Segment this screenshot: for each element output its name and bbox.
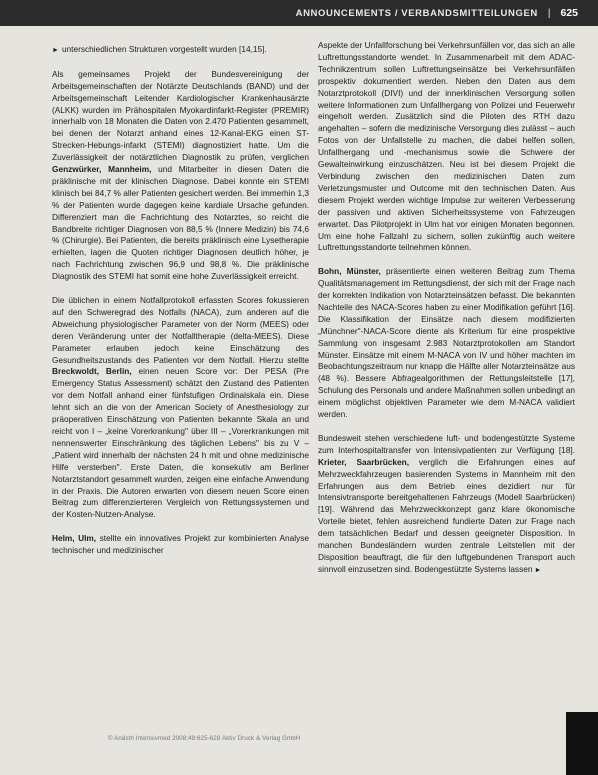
page-number: 625 <box>560 7 578 19</box>
unfallforschung-paragraph: Aspekte der Unfallforschung bei Verkehrsunfällen vor, das sich an alle Luftrettungsstandorte wendet. In Zusammenarbeit mit dem ADAC-Technikzentrum sollen Luftrettungseinsätze bei Verkehrsunfällen prospektiv dokumentiert werden. Neben den Daten aus dem Notarztprotokoll (DIVI) und der innerklinischen Versorgung sollen weitere Informationen zum Unfallhergang von Polizei und Feuerwehr eingeholt werden. Zusätzlich sind die Piloten des RTH dazu angehalten – sofern die medizinische Versorgung dies zulässt – auch Fotos von der Unfallstelle zu machen, die dabei helfen sollen, Unfallhergang und -mechanismus sowie die Schwere der Gewalteinwirkung einzuschätzen. Neu ist bei diesem Projekt die Verbindung zwischen den medizinischen Daten zum Verletzungsmuster und Outcome mit den technischen Daten. Aus diesem Projekt werden wichtige Impulse zur weiteren Verbesserung der passiven und aktiven Sicherheitssysteme von Fahrzeugen erwartet. Das Pilotprojekt in Ulm hat vor einigen Monaten begonnen. Um eine hohe Fallzahl zu sichern, sollen zukünftig auch weitere Luftrettungsstandorte teilnehmen können. <box>318 40 575 253</box>
page-footer: © Anästh Intensivmed 2008;49:625-628 Aktiv Druck & Verlag GmbH <box>108 735 301 742</box>
premir-paragraph: Als gemeinsames Projekt der Bundesvereinigung der Arbeitsgemeinschaften der Notärzte Deutschlands (BAND) und der Arbeitsgemeinschaft Leitender Kardiologischer Krankenhausärzte (ALKK) wurden im Prähospitalen Myokardinfarkt-Register (PREMIR) innerhalb von 18 Monaten die Daten von 2.470 Patienten gesammelt, bei denen der Notarzt anhand eines 12-Kanal-EKG einen ST-Strecken-Hebungs-infarkt (STEMI) diagnostiziert hatte. Um die Zuverlässigkeit der notärztlichen Diagnostik zu prüfen, verglichen Genzwürker, Mannheim, und Mitarbeiter in diesen Daten die präklinische mit der klinischen Diagnose. Dabei konnte ein STEMI klinisch bei 84,7 % aller Patienten gesichert werden. Bei immerhin 1,3 % der Patienten wurde dagegen keine kardiale Ursache gefunden. Differenziert man die Fachrichtung des Notarztes, so reicht die Bandbreite richtiger Diagnosen von 88,5 % (Innere Medizin) bis 74,6 % (Chirurgie). Bei Patienten, die bereits präklinisch eine Lysetherapie erhielten, lagen die Quoten richtiger Diagnosen deutlich höher, je nach Fachrichtung zwischen 96,9 und 98,8 %. Die präklinische Diagnostik des STEMI hat somit eine hohe Zuverlässigkeit erreicht. <box>52 68 310 282</box>
author-helm: Helm, Ulm, <box>52 533 97 544</box>
left-column <box>52 44 309 569</box>
page-edge-tab <box>566 712 598 775</box>
right-column <box>318 40 575 589</box>
header-section-title: ANNOUNCEMENTS / VERBANDSMITTEILUNGEN <box>295 7 538 19</box>
intro-paragraph: ► unterschiedlichen Strukturen vorgestellt wurden [14,15]. <box>52 44 267 54</box>
author-krieter: Krieter, Saarbrücken, <box>318 456 410 467</box>
page-header <box>0 0 598 26</box>
author-bohn: Bohn, Münster, <box>318 266 381 277</box>
author-genzwuerker: Genzwürker, Mannheim, <box>52 164 152 175</box>
author-breckwoldt: Breckwoldt, Berlin, <box>52 366 132 377</box>
header-separator: | <box>547 7 551 19</box>
interhospital-paragraph: Bundesweit stehen verschiedene luft- und bodengestützte Systeme zum Interhospitaltransfer von Intensivpatienten zur Verfügung [18]. Krieter, Saarbrücken, verglich die Erfahrungen eines auf Mehrzweckfahrzeugen basierenden Systems in Mannheim mit den Erfahrungen aus dem Betrieb eines dezidiert nur für Intensivtransporte bereitgehaltenen Fahrzeugs (Modell Saarbrücken) [19]. Während das Mehrzweckkonzept ganz klare ökonomische Vorteile bietet, fehlen ausreichend fundierte Daten zur Frage nach dem tatsächlichen Bedarf und dessen geeigneter Disposition. In manchen Bundesländern wurden zentrale Leitstellen mit der Disposition beauftragt, die für den luftgebundenen Transport auch sinnvoll einzusetzen sind. Bodengestützte Systems lassen ► <box>318 432 575 574</box>
continue-arrow-icon: ► <box>534 566 542 574</box>
bohn-paragraph: Bohn, Münster, präsentierte einen weiteren Beitrag zum Thema Qualitätsmanagement im Rettungsdienst, der sich mit der Frage nach der korrekten Indikation von Notarzteinsätzen befasst. Die bekannten Nachteile des NACA-Scores haben zu einer Modifikation geführt [16]. Die Klassifikation der Einsätze nach diesem modifizierten „Münchner"-NACA-Score diente als Kriterium für eine prospektive Sammlung von insgesamt 2.983 Notarztprotokollen am Standort Münster. Einsätze mit einem M-NACA von IV und höher machten im Beobachtungszeitraum nur knapp die Hälfte aller Notarzteinsätze aus (48 %). Bessere Abfragealgorithmen der Rettungsleitstelle [17], Schulung des Personals und andere Maßnahmen sollen unbedingt an einem möglichst objektiven Parameter wie dem M-NACA validiert werden. <box>318 266 575 420</box>
continuation-arrow-icon: ► <box>52 47 59 54</box>
helm-paragraph: Helm, Ulm, stellte ein innovatives Projekt zur kombinierten Analyse technischer und medizinischer <box>52 533 309 556</box>
pesa-paragraph: Die üblichen in einem Notfallprotokoll erfassten Scores fokussieren auf den Schweregrad des Notfalls (NACA), zum anderen auf die Abweichung physiologischer Parameter von der Norm (MEES) oder deren Veränderung unter der Notfalltherapie (delta-MEES). Diese Parameter erlauben jedoch keine Einschätzung des Gesundheitszustands des Patienten vor dem Notfall. Hierzu stellte Breckwoldt, Berlin, einen neuen Score vor: Der PESA (Pre Emergency Status Assessment) schätzt den Zustand des Patienten vor dem Notfall anhand einer fünfstufigen Ordinalskala ein. Diese lehnt sich an die von der American Society of Anesthesiology zur präoperativen Einschätzung von Patienten bekannte Skala an und reicht von I – „keine Vorerkrankung" über III – „Vorerkrankungen mit nennenswerter Einschränkung des täglichen Lebens" bis zu V – „Patient wird innerhalb der nächsten 24 h mit und ohne medizinische Hilfe versterben". Erste Daten, die konsekutiv am Berliner Notarztstandort gesammelt wurden, zeigen eine einfache Anwendung in der Praxis. Die Autoren erwarten von diesem neuen Score einen Beitrag zum differenzierteren Vergleich von Rettungssystemen und der Kosten-Nutzen-Analyse. <box>52 295 309 520</box>
